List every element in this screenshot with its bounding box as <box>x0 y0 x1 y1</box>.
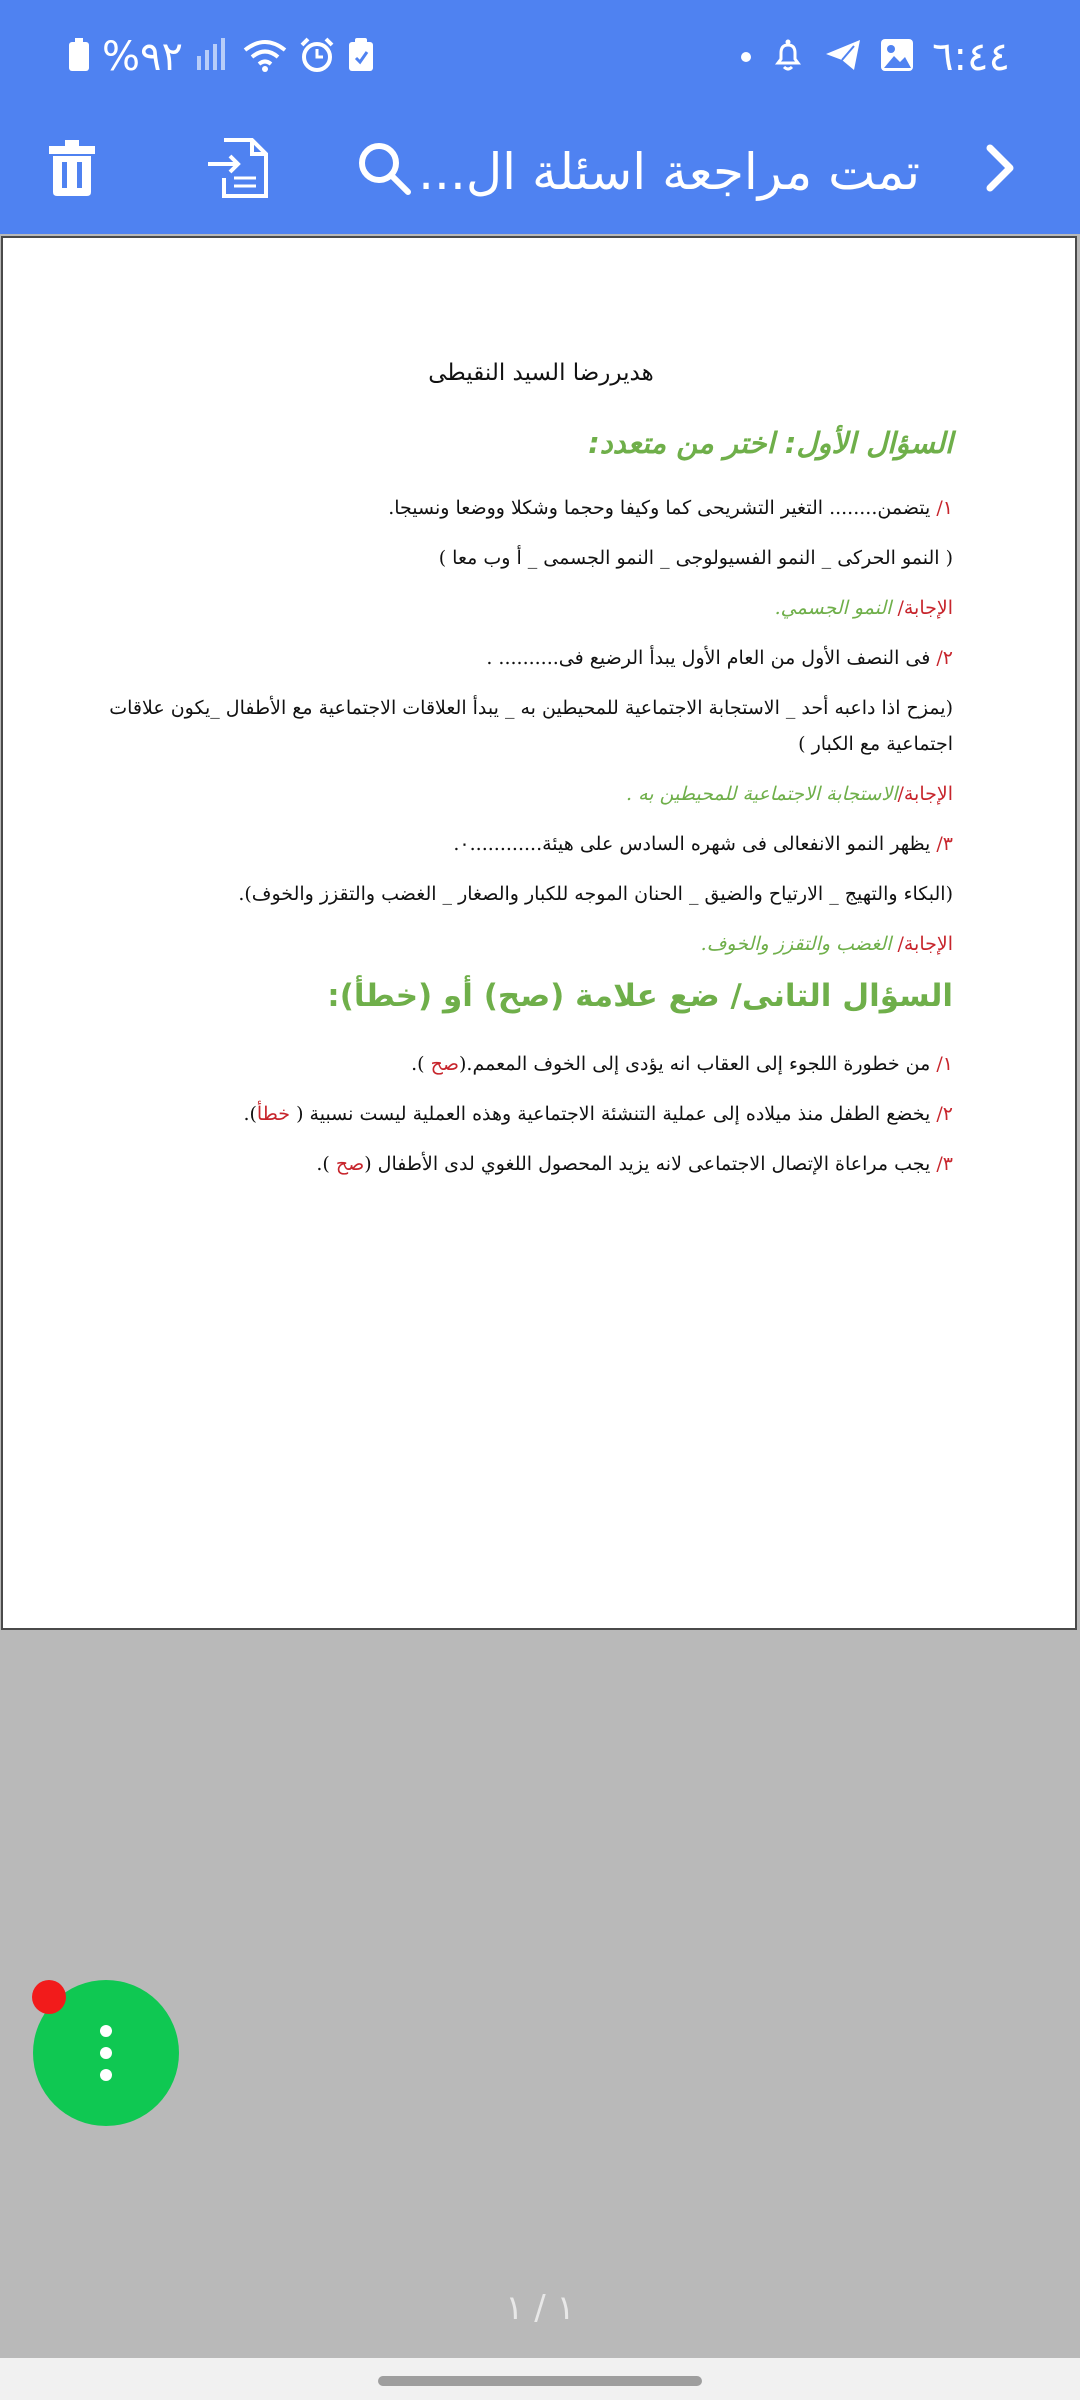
battery-icon <box>68 38 90 76</box>
dot-icon <box>740 48 752 67</box>
q2-item-3: ٣/ يجب مراعاة الإتصال الاجتماعى لانه يزيد المحصول اللغوي لدى الأطفال (صح ). <box>316 1153 953 1175</box>
question-2-heading: السؤال التانى/ ضع علامة (صح) أو (خطأ): <box>327 978 953 1014</box>
q1-item-3: ٣/ يظهر النمو الانفعالى فى شهره السادس على هيئة............٠. <box>453 833 953 855</box>
q1-answer-3: الإجابة/ الغضب والتقزز والخوف. <box>700 933 953 955</box>
document-title: تمت مراجعة اسئلة ال... <box>418 143 920 201</box>
q1-item-1: ١/ يتضمن........ التغير التشريحى كما وكيفا وحجما وشكلا ووضعا ونسيجا. <box>388 497 953 519</box>
notification-badge <box>32 1980 66 2014</box>
forward-button[interactable] <box>960 130 1040 210</box>
trash-icon <box>47 140 97 200</box>
file-import-icon <box>204 138 272 202</box>
status-right <box>740 34 1010 80</box>
chevron-right-icon <box>980 144 1020 196</box>
q1-options-2-line-1: (يمزح اذا داعبه أحد _ الاستجابة الاجتماعية للمحيطين به _ يبدأ العلاقات الاجتماعية مع الأطفال _يكون علاقات <box>109 697 953 719</box>
q2-item-1: ١/ من خطورة اللجوء إلى العقاب انه يؤدى إلى الخوف المعمم.(صح ). <box>411 1053 953 1075</box>
page-indicator: ١ / ١ <box>505 2288 575 2328</box>
q1-options-3: (البكاء والتهيج _ الارتياح والضيق _ الحنان الموجه للكبار والصغار _ الغضب والتقزز والخوف). <box>238 883 953 905</box>
gallery-icon <box>880 38 914 76</box>
q2-item-2: ٢/ يخضع الطفل منذ ميلاده إلى عملية التنشئة الاجتماعية وهذه العملية ليست نسبية ( خطأ). <box>243 1103 953 1125</box>
clock: ٦:٤٤ <box>932 34 1010 80</box>
q1-answer-1: الإجابة/ النمو الجسمي. <box>774 597 953 619</box>
top-header <box>0 0 1080 234</box>
notification-bell-icon <box>770 37 806 77</box>
navigation-bar <box>0 2358 1080 2400</box>
q1-answer-2: الإجابة/الاستجابة الاجتماعية للمحيطين به . <box>626 783 953 805</box>
more-vertical-icon <box>100 2025 112 2081</box>
status-left <box>68 34 375 80</box>
delete-button[interactable] <box>32 130 112 210</box>
app-bar <box>0 110 1080 230</box>
status-bar <box>0 24 1080 100</box>
q1-options-2-line-2: اجتماعية مع الكبار ) <box>798 733 953 755</box>
export-file-button[interactable] <box>198 130 278 210</box>
question-1-heading: السؤال الأول: اختر من متعدد: <box>588 426 953 460</box>
signal-icon <box>195 38 231 76</box>
document-content <box>3 238 1079 1632</box>
battery-percent: %٩٢ <box>102 34 183 80</box>
document-page <box>1 236 1077 1630</box>
q1-item-2: ٢/ فى النصف الأول من العام الأول يبدأ الرضيع فى.......... . <box>486 647 953 669</box>
q1-options-1: ( النمو الحركى _ النمو الفسيولوجى _ النمو الجسمى _ أ وب معا ) <box>438 547 953 569</box>
home-gesture-handle[interactable] <box>378 2376 702 2386</box>
author-name: هديررضا السيد النقيطى <box>428 360 654 386</box>
alarm-icon <box>299 37 335 77</box>
telegram-icon <box>824 38 862 76</box>
clipboard-icon <box>347 38 375 76</box>
wifi-icon <box>243 38 287 76</box>
